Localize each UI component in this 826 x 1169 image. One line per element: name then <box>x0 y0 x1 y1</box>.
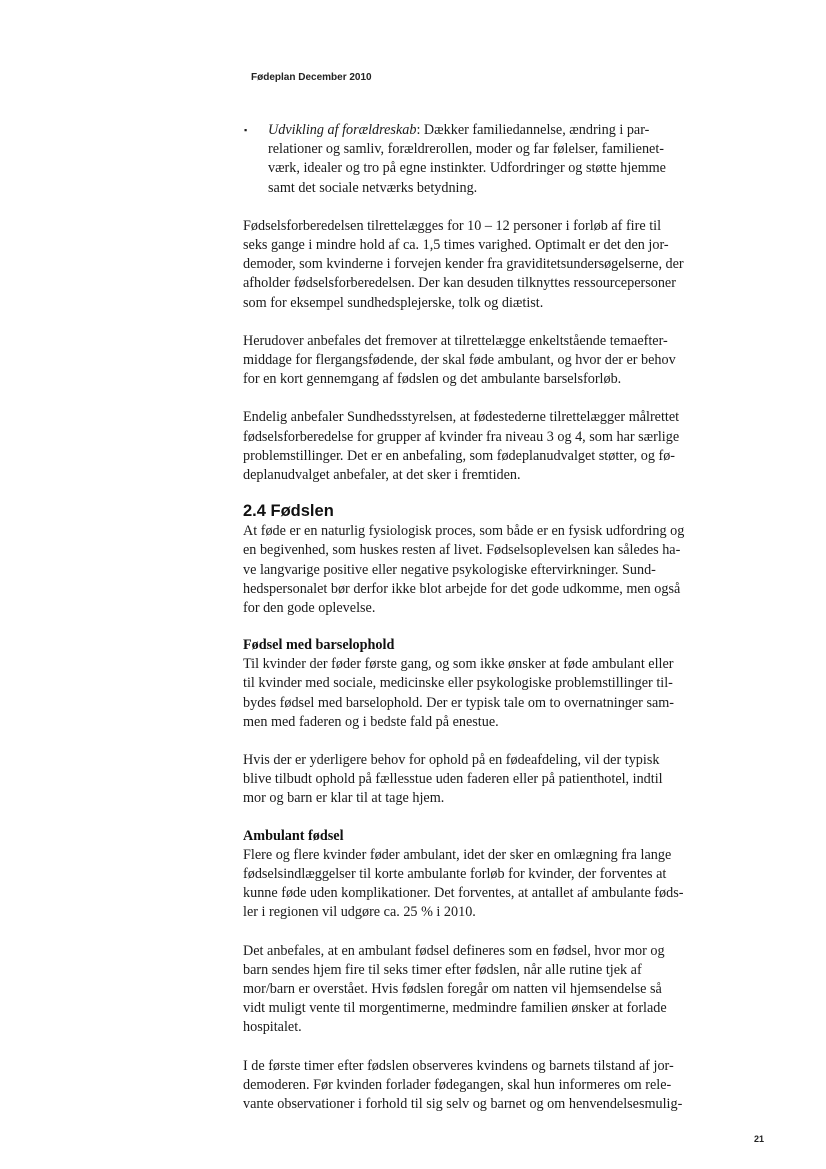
text-line: fødselsforberedelse for grupper af kvinder fra niveau 3 og 4, som har særlige <box>243 428 680 445</box>
paragraph-birth-intro <box>243 522 703 618</box>
page-number: 21 <box>754 1134 765 1144</box>
bullet-line <box>268 121 703 140</box>
paragraph-ambulant <box>243 846 703 923</box>
text-line: Det anbefales, at en ambulant fødsel defineres som en fødsel, hvor mor og <box>243 942 665 959</box>
text-line: Flere og flere kvinder føder ambulant, idet der sker en omlægning fra lange <box>243 846 672 863</box>
text-line: blive tilbudt ophold på fællesstue uden faderen eller på patienthotel, indtil <box>243 771 663 788</box>
text-line: Herudover anbefales det fremover at tilrettelægge enkeltstående temaefter- <box>243 332 668 349</box>
text-line: At føde er en naturlig fysiologisk proces, som både er en fysisk udfordring og <box>243 523 685 540</box>
paragraph-observation <box>243 1057 703 1115</box>
text-line: afholder fødselsforberedelsen. Der kan desuden tilknyttes ressourcepersoner <box>243 275 676 292</box>
bullet-marker-icon: ▪ <box>244 125 248 135</box>
paragraph-stay <box>243 655 703 732</box>
text-line: som for eksempel sundhedsplejerske, tolk og diætist. <box>243 294 544 311</box>
text-line: seks gange i mindre hold af ca. 1,5 times varighed. Optimalt er det den jor- <box>243 237 669 254</box>
paragraph-further-stay <box>243 751 703 809</box>
text-line: Fødselsforberedelsen tilrettelægges for 10 – 12 personer i forløb af fire til <box>243 217 662 234</box>
text-line: men med faderen og i bedste fald på enestue. <box>243 713 499 730</box>
text-line: problemstillinger. Det er en anbefaling, som fødeplanudvalget støtter, og fø- <box>243 447 676 464</box>
paragraph-definition <box>243 942 703 1038</box>
paragraph-theme-afternoons <box>243 332 703 390</box>
text-line: I de første timer efter fødslen observeres kvindens og barnets tilstand af jor- <box>243 1057 674 1074</box>
text-line: deplanudvalget anbefaler, at det sker i fremtiden. <box>243 467 521 484</box>
bullet-item <box>244 121 703 198</box>
text-line: middage for flergangsfødende, der skal føde ambulant, og hvor der er behov <box>243 352 676 369</box>
text-line: Til kvinder der føder første gang, og som ikke ønsker at føde ambulant eller <box>243 656 674 673</box>
text-line: for en kort gennemgang af fødslen og det ambulante barselsforløb. <box>243 371 622 388</box>
text-line: mor/barn er overstået. Hvis fødslen foregår om natten vil hjemsendelse så <box>243 980 662 997</box>
text-line: Endelig anbefaler Sundhedsstyrelsen, at fødestederne tilrettelægger målrettet <box>243 409 680 426</box>
text-line: hospitalet. <box>243 1019 302 1036</box>
text-line: bydes fødsel med barselophold. Der er typisk tale om to overnatninger sam- <box>243 694 675 711</box>
bullet-text <box>268 121 703 198</box>
text-line: ler i regionen vil udgøre ca. 25 % i 2010. <box>243 904 476 921</box>
text-line: hedspersonalet bør derfor ikke blot arbejde for det gode udkomme, men også <box>243 580 681 597</box>
text-line: ve langvarige positive eller negative psykologiske eftervirkninger. Sund- <box>243 561 656 578</box>
bullet-line-0: : Dækker familiedannelse, ændring i par- <box>416 122 650 138</box>
page-content <box>243 121 703 1114</box>
text-line: Hvis der er yderligere behov for ophold på en fødeafdeling, vil der typisk <box>243 752 660 769</box>
text-line: fødselsindlæggelser til korte ambulante forløb for kvinder, der forventes at <box>243 865 667 882</box>
text-line: demoder, som kvinderne i forvejen kender fra graviditetsundersøgelserne, der <box>243 256 684 273</box>
subheading-stay: Fødsel med barselophold <box>243 637 395 654</box>
text-line: vidt muligt vente til morgentimerne, medmindre familien ønsker at forlade <box>243 1000 667 1017</box>
text-line: mor og barn er klar til at tage hjem. <box>243 790 445 807</box>
bullet-line-1: relationer og samliv, forældrerollen, moder og far følelser, familienet- <box>268 141 665 158</box>
text-line: en begivenhed, som huskes resten af livet. Fødselsoplevelsen kan således ha- <box>243 542 681 559</box>
subheading-ambulant: Ambulant fødsel <box>243 827 344 844</box>
text-line: til kvinder med sociale, medicinske eller psykologiske problemstillinger til- <box>243 675 673 692</box>
running-header: Fødeplan December 2010 <box>251 72 372 83</box>
text-line: barn sendes hjem fire til seks timer efter fødslen, når alle rutine tjek af <box>243 961 642 978</box>
text-line: demoderen. Før kvinden forlader fødegangen, skal hun informeres om rele- <box>243 1076 672 1093</box>
bullet-line-2: værk, idealer og tro på egne instinkter. Udfordringer og støtte hjemme <box>268 160 666 177</box>
text-line: vante observationer i forhold til sig selv og barnet og om henvendelsesmulig- <box>243 1095 683 1112</box>
bullet-line-3: samt det sociale netværks betydning. <box>268 179 478 196</box>
text-line: kunne føde uden komplikationer. Det forventes, at antallet af ambulante føds- <box>243 885 684 902</box>
section-heading: 2.4 Fødslen <box>243 502 334 521</box>
paragraph-recommendation <box>243 408 703 485</box>
bullet-term: Udvikling af forældreskab <box>268 122 417 138</box>
text-line: for den gode oplevelse. <box>243 600 376 617</box>
paragraph-preparation <box>243 217 703 313</box>
